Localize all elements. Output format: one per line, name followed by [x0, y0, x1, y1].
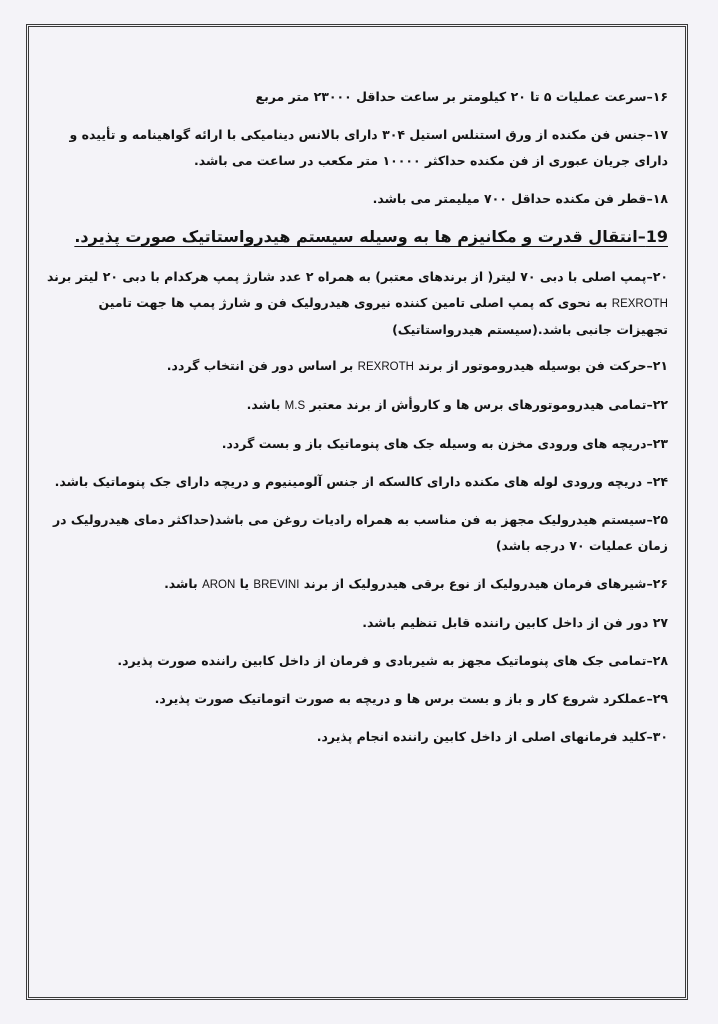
item-30: ۳۰–کلید فرمانهای اصلی از داخل کابین راننده انجام پذیرد. [316, 729, 668, 744]
item-20-brand: REXROTH [611, 298, 668, 310]
item-24: ۲۴– دریچه ورودی لوله های مکنده دارای کالسکه از جنس آلومینیوم و دریچه دارای جک پنوماتیک باشد. [54, 474, 668, 489]
item-22-text-a: ۲۲–تمامی هیدروموتورهای برس ها و کاروأش از برند معتبر [309, 397, 668, 412]
item-26-brand: BREVINI [253, 579, 300, 591]
item-28: ۲۸–تمامی جک های پنوماتیک مجهز به شیربادی و فرمان از داخل کابین راننده صورت پذیرد. [117, 653, 668, 668]
item-27: ۲۷ دور فن از داخل کابین راننده قابل تنظیم باشد. [362, 615, 668, 630]
item-19-heading: 19–انتقال قدرت و مکانیزم ها به وسیله سیستم هیدرواستاتیک صورت پذیرد. [74, 227, 668, 246]
item-22-brand: M.S [284, 400, 306, 412]
item-20-text-a: ۲۰–پمپ اصلی با دبی ۷۰ لیتر( از برندهای معتبر) به همراه ۲ عدد شارژ پمپ هرکدام با دبی ۲۰ لیتر برند [46, 269, 668, 284]
item-26-text-a: ۲۶–شیرهای فرمان هیدرولیک از نوع برقی هیدرولیک از برند [303, 576, 668, 591]
item-26 [44, 571, 668, 598]
item-21-text-a: ۲۱–حرکت فن بوسیله هیدروموتور از برند [418, 358, 668, 373]
item-21-brand: REXROTH [357, 361, 414, 373]
item-18: ۱۸–قطر فن مکنده حداقل ۷۰۰ میلیمتر می باشد. [372, 191, 668, 206]
item-21-text-b: بر اساس دور فن انتخاب گردد. [166, 358, 354, 373]
item-17: ۱۷–جنس فن مکنده از ورق استنلس استیل ۳۰۴ دارای بالانس دینامیکی با ارائه گواهینامه و تأییده و دارای جریان عبوری از فن مکنده حداکثر ۱۰۰۰۰ متر مکعب در ساعت می باشد. [69, 127, 668, 168]
item-29: ۲۹–عملکرد شروع کار و باز و بست برس ها و دریچه به صورت اتوماتیک صورت پذیرد. [154, 691, 668, 706]
item-26-text-mid: یا [239, 576, 250, 591]
item-16: ۱۶–سرعت عملیات ۵ تا ۲۰ کیلومتر بر ساعت حداقل ۲۳۰۰۰ متر مربع [255, 89, 668, 104]
item-20 [44, 264, 668, 343]
document-body [44, 84, 668, 750]
item-22-text-b: باشد. [246, 397, 281, 412]
item-23: ۲۳–دریچه های ورودی مخزن به وسیله جک های پنوماتیک باز و بست گردد. [221, 436, 668, 451]
item-20-text-b: به نحوی که پمپ اصلی تامین کننده نیروی هیدرولیک فن و شارژ پمپ ها جهت تامین تجهیزات جانبی باشد.(سیستم هیدرواستاتیک) [98, 295, 668, 337]
item-25: ۲۵–سیستم هیدرولیک مجهز به فن مناسب به همراه رادیات روغن می باشد(حداکثر دمای هیدرولیک در زمان عملیات ۷۰ درجه باشد) [52, 512, 668, 553]
item-21 [44, 353, 668, 380]
item-22 [44, 392, 668, 419]
item-26-brand2: ARON [202, 579, 236, 591]
item-26-text-b: باشد. [164, 576, 198, 591]
